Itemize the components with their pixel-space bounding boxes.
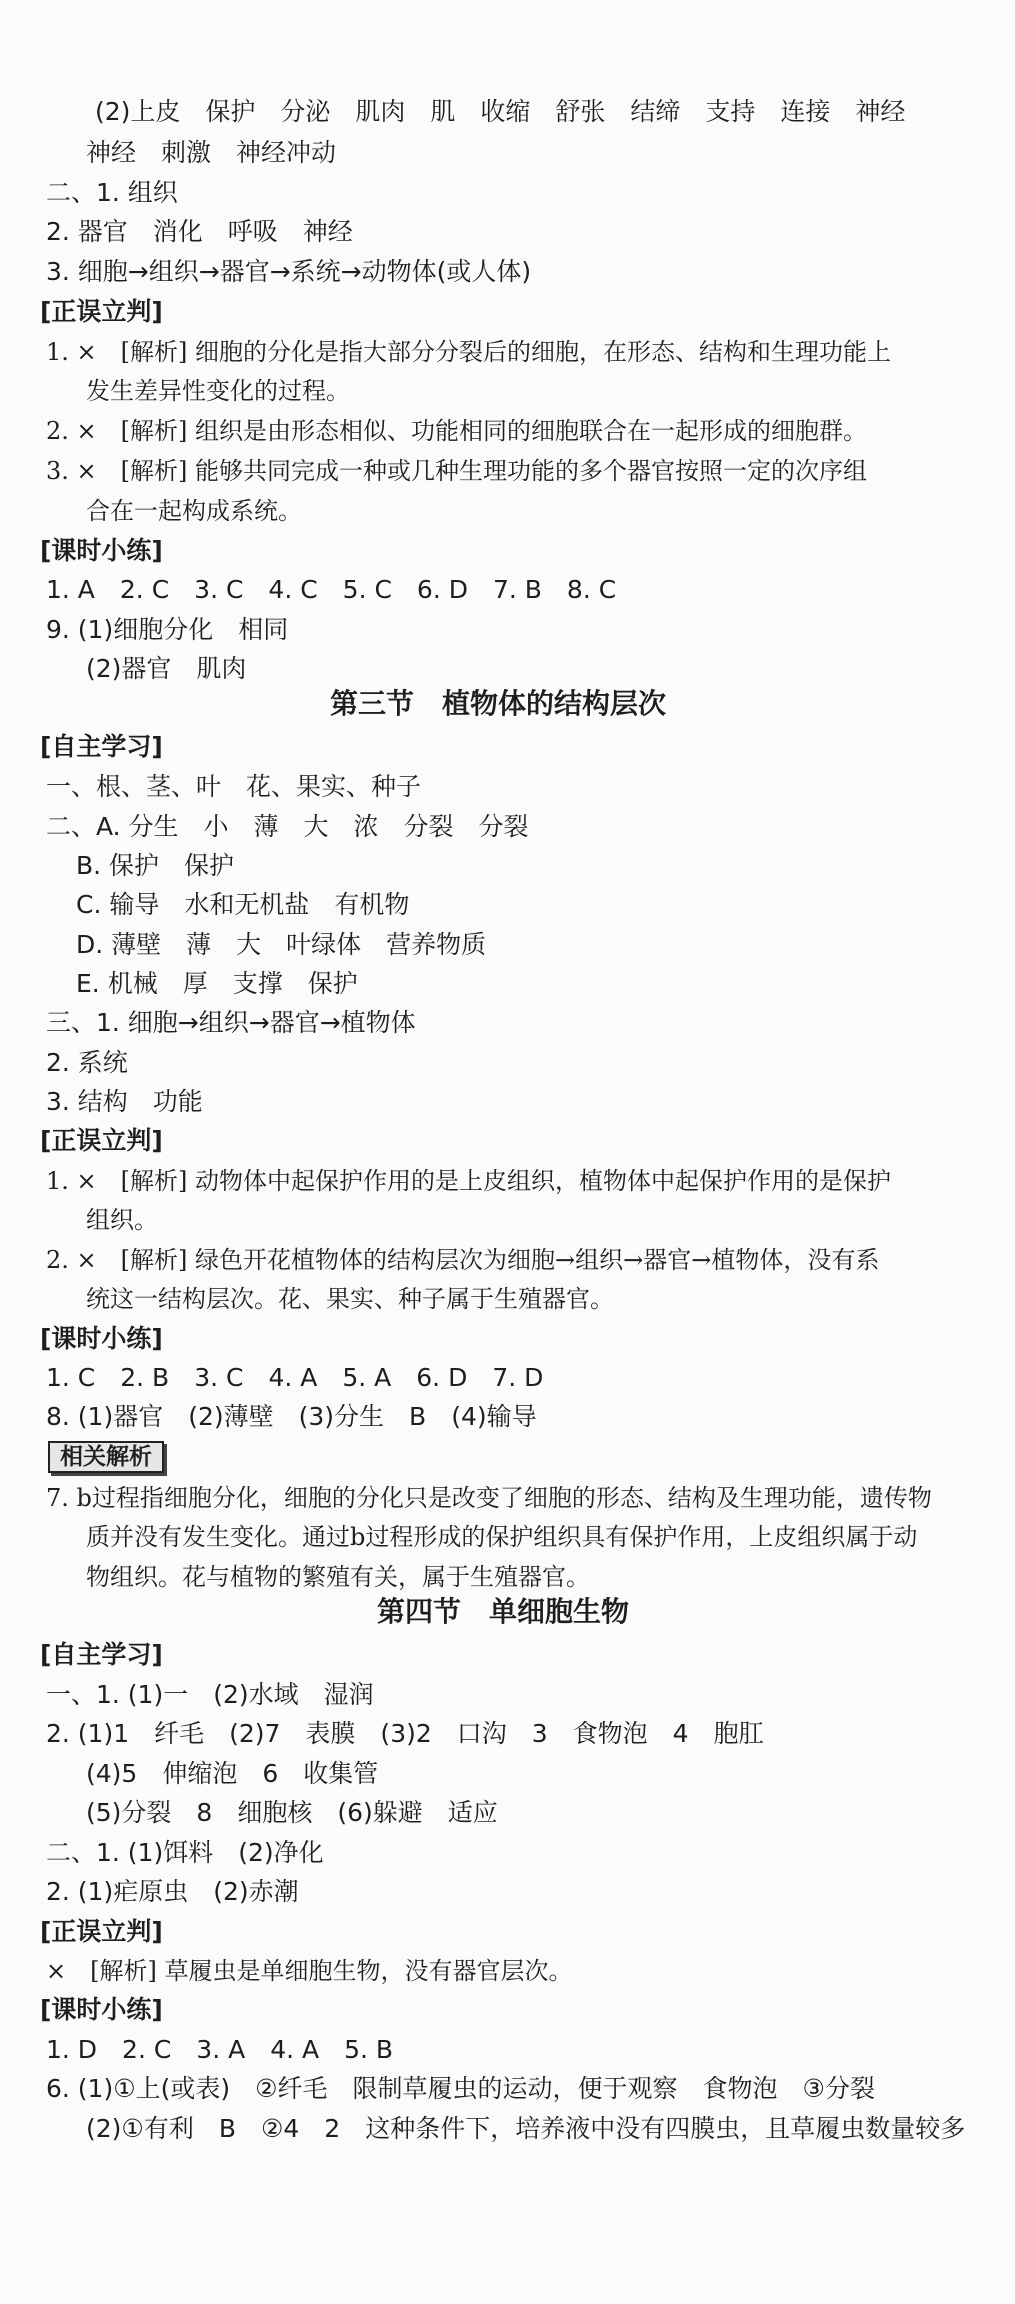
answer-line: 一、1. (1)一 (2)水域 湿润: [46, 1680, 374, 1709]
answer-line: 1. A 2. C 3. C 4. C 5. C 6. D 7. B 8. C: [46, 575, 617, 604]
section-heading: [正误立判]: [40, 297, 163, 326]
explanation-line: 7. b过程指细胞分化，细胞的分化只是改变了细胞的形态、结构及生理功能，遗传物: [46, 1484, 932, 1512]
section-heading: [课时小练]: [40, 536, 163, 565]
section-heading: [课时小练]: [40, 1324, 163, 1353]
explanation-line: 统这一结构层次。花、果实、种子属于生殖器官。: [86, 1285, 614, 1313]
answer-line: 2. (1)1 纤毛 (2)7 表膜 (3)2 口沟 3 食物泡 4 胞肛: [46, 1719, 764, 1748]
explanation-line: 1. × [解析] 细胞的分化是指大部分分裂后的细胞，在形态、结构和生理功能上: [46, 338, 891, 366]
related-analysis-label: 相关解析: [48, 1441, 164, 1473]
section-title: 第四节 单细胞生物: [377, 1595, 630, 1628]
answer-line: 三、1. 细胞→组织→器官→植物体: [46, 1008, 416, 1037]
answer-line: (4)5 伸缩泡 6 收集管: [86, 1759, 379, 1788]
answer-line: 1. C 2. B 3. C 4. A 5. A 6. D 7. D: [46, 1363, 544, 1392]
answer-line: 2. 系统: [46, 1048, 128, 1077]
explanation-line: 组织。: [86, 1206, 158, 1234]
answer-line: 二、1. (1)饵料 (2)净化: [46, 1838, 324, 1867]
explanation-line: × [解析] 草履虫是单细胞生物，没有器官层次。: [46, 1957, 573, 1985]
section-title: 第三节 植物体的结构层次: [330, 687, 667, 720]
answer-line: 1. D 2. C 3. A 4. A 5. B: [46, 2035, 394, 2064]
explanation-line: 物组织。花与植物的繁殖有关，属于生殖器官。: [86, 1563, 590, 1591]
explanation-line: 质并没有发生变化。通过b过程形成的保护组织具有保护作用，上皮组织属于动: [86, 1523, 918, 1551]
explanation-line: 3. × [解析] 能够共同完成一种或几种生理功能的多个器官按照一定的次序组: [46, 457, 867, 485]
answer-line: 二、A. 分生 小 薄 大 浓 分裂 分裂: [46, 812, 529, 841]
answer-line: C. 输导 水和无机盐 有机物: [76, 890, 410, 919]
section-heading: [正误立判]: [40, 1126, 163, 1155]
answer-line: 3. 结构 功能: [46, 1087, 203, 1116]
answer-line: 2. (1)疟原虫 (2)赤潮: [46, 1877, 299, 1906]
answer-line: D. 薄壁 薄 大 叶绿体 营养物质: [76, 930, 487, 959]
answer-line: (2)上皮 保护 分泌 肌肉 肌 收缩 舒张 结缔 支持 连接 神经: [95, 97, 906, 126]
answer-line: (2)①有利 B ②4 2 这种条件下，培养液中没有四膜虫，且草履虫数量较多: [86, 2114, 966, 2143]
answer-line: 3. 细胞→组织→器官→系统→动物体(或人体): [46, 257, 532, 286]
section-heading: [自主学习]: [40, 732, 163, 761]
explanation-line: 1. × [解析] 动物体中起保护作用的是上皮组织，植物体中起保护作用的是保护: [46, 1167, 891, 1195]
answer-line: 6. (1)①上(或表) ②纤毛 限制草履虫的运动，便于观察 食物泡 ③分裂: [46, 2074, 875, 2103]
answer-line: (2)器官 肌肉: [86, 654, 247, 683]
section-heading: [课时小练]: [40, 1995, 163, 2024]
answer-line: (5)分裂 8 细胞核 (6)躲避 适应: [86, 1798, 498, 1827]
answer-line: E. 机械 厚 支撑 保护: [76, 969, 358, 998]
answer-line: 8. (1)器官 (2)薄壁 (3)分生 B (4)输导: [46, 1402, 537, 1431]
answer-line: 神经 刺激 神经冲动: [86, 138, 337, 167]
explanation-line: 2. × [解析] 绿色开花植物体的结构层次为细胞→组织→器官→植物体，没有系: [46, 1246, 880, 1274]
explanation-line: 合在一起构成系统。: [86, 497, 302, 525]
answer-line: 二、1. 组织: [46, 178, 178, 207]
section-heading: [自主学习]: [40, 1640, 163, 1669]
answer-line: 2. 器官 消化 呼吸 神经: [46, 217, 353, 246]
answer-line: 一、根、茎、叶 花、果实、种子: [46, 772, 422, 801]
explanation-line: 2. × [解析] 组织是由形态相似、功能相同的细胞联合在一起形成的细胞群。: [46, 417, 867, 445]
explanation-line: 发生差异性变化的过程。: [86, 377, 350, 405]
answer-line: 9. (1)细胞分化 相同: [46, 615, 289, 644]
section-heading: [正误立判]: [40, 1917, 163, 1946]
answer-line: B. 保护 保护: [76, 851, 235, 880]
